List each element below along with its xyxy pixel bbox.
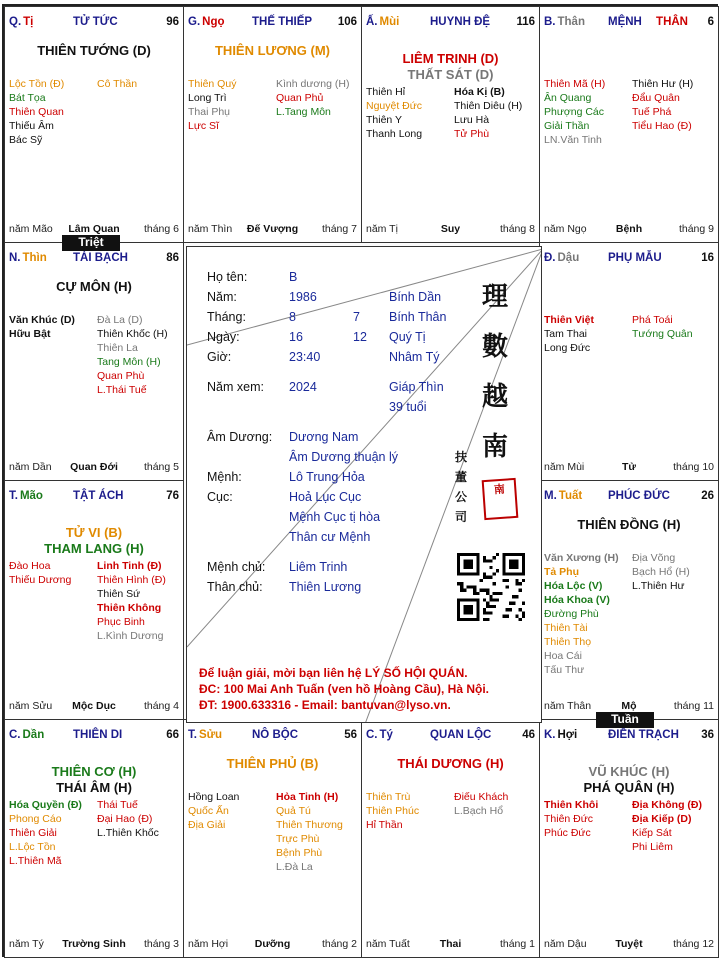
main-star: CỰ MÔN (H) <box>56 279 132 294</box>
can-chi: Nhâm Tý <box>389 350 440 364</box>
minor-stars-left <box>188 790 274 832</box>
palace-header <box>188 16 357 30</box>
minor-star: Thiên Hỉ <box>366 86 406 98</box>
minor-star: Thiên Sứ <box>97 588 141 600</box>
truong-sinh: Dưỡng <box>254 938 291 950</box>
main-star: THIÊN LƯƠNG (M) <box>214 43 331 58</box>
minor-star: Long Trì <box>188 92 227 104</box>
minor-star: Hoa Cái <box>544 650 582 662</box>
palace-header <box>9 16 179 30</box>
palace-position: N. Thìn <box>9 252 47 264</box>
center-info-panel <box>186 246 542 723</box>
qr-code[interactable] <box>457 553 525 621</box>
minor-star: Đào Hoa <box>9 560 51 572</box>
minor-star: Tấu Thư <box>544 664 585 676</box>
dai-han-number: 96 <box>166 16 179 28</box>
info-label: Năm: <box>207 290 237 304</box>
main-star: TỬ VI (B) <box>65 525 123 540</box>
minor-star: Thiếu Âm <box>9 120 54 132</box>
palace-name: MỆNH <box>608 16 642 28</box>
nguyet-han-month: tháng 2 <box>321 938 357 950</box>
minor-stars-right <box>97 559 183 643</box>
palace-footer <box>544 938 714 951</box>
palace-t-mao[interactable] <box>4 480 184 720</box>
contact-line: Để luận giải, mời bạn liên hệ LÝ SỐ HỘI QUÁN. <box>199 666 468 680</box>
minor-stars-left <box>366 85 452 141</box>
side-char: 司 <box>455 510 468 524</box>
minor-star: Cô Thần <box>97 78 138 90</box>
palace-footer <box>544 461 714 474</box>
minor-stars-left <box>9 77 95 147</box>
palace-t-suu[interactable] <box>183 719 362 958</box>
minor-stars-left <box>544 77 630 147</box>
palace-a-mui[interactable] <box>361 6 540 243</box>
main-stars <box>362 51 539 83</box>
minor-star: Thiên Giải <box>9 827 57 839</box>
nguyet-han-month: tháng 10 <box>673 461 714 473</box>
triet-tag: Triệt <box>62 235 120 251</box>
minor-star: Trực Phù <box>276 833 320 845</box>
minor-star: Thiên Diêu (H) <box>454 100 523 112</box>
truong-sinh: Tuyệt <box>615 938 643 950</box>
palace-position: M. Tuất <box>544 490 583 502</box>
main-stars <box>540 764 718 796</box>
can-chi: Giáp Thìn <box>389 380 444 394</box>
minor-star: Kình dương (H) <box>276 78 350 90</box>
palace-header <box>188 729 357 743</box>
main-star: THÁI ÂM (H) <box>56 780 132 795</box>
palace-position: C. Dần <box>9 729 45 741</box>
tuan-tag: Tuần <box>596 712 654 728</box>
main-star: THIÊN TƯỚNG (D) <box>37 43 151 58</box>
palace-footer <box>188 938 357 951</box>
palace-name: THIÊN DI <box>73 729 123 741</box>
minor-star: Địa Kiếp (D) <box>632 813 692 825</box>
than-marker: THÂN <box>656 16 688 28</box>
palace-position: G. Ngọ <box>188 16 225 28</box>
minor-star: Nguyệt Đức <box>366 100 423 112</box>
palace-header <box>366 16 535 30</box>
minor-star: Thiên Trù <box>366 791 411 803</box>
minor-star: Hóa Quyền (Đ) <box>9 799 82 811</box>
minor-star: Thiên Hư (H) <box>632 78 694 90</box>
main-stars <box>362 756 539 772</box>
info-value: Hoả Lục Cục <box>289 490 362 504</box>
minor-star: Linh Tinh (Đ) <box>97 560 162 572</box>
tieu-han-year: năm Hợi <box>188 938 229 950</box>
palace-q-ti[interactable] <box>4 6 184 243</box>
nguyet-han-month: tháng 8 <box>499 223 535 235</box>
lunar-value: 7 <box>353 310 360 324</box>
minor-star: Bạch Hổ (H) <box>632 566 690 578</box>
truong-sinh: Thai <box>439 938 462 950</box>
minor-star: Giải Thần <box>544 120 590 132</box>
palace-name: ĐIỀN TRẠCH <box>608 729 679 741</box>
truong-sinh: Lâm Quan <box>68 223 120 235</box>
minor-star: Tử Phù <box>454 128 490 140</box>
minor-star: Điếu Khách <box>454 791 509 803</box>
lunar-value: 12 <box>353 330 367 344</box>
contact-info <box>199 665 489 713</box>
minor-star: Phá Toái <box>632 314 673 326</box>
tieu-han-year: năm Dần <box>9 461 52 473</box>
info-value: Lô Trung Hỏa <box>289 470 365 484</box>
minor-stars-right <box>97 77 183 91</box>
info-label: Tháng: <box>207 310 246 324</box>
minor-star: L.Kình Dương <box>97 630 164 642</box>
palace-header <box>9 252 179 266</box>
minor-star: Phong Cáo <box>9 813 62 825</box>
info-value: Dương Nam <box>289 430 359 444</box>
minor-star: Tang Môn (H) <box>97 356 161 368</box>
minor-star: Phi Liêm <box>632 841 673 853</box>
minor-star: Thiên Hình (Đ) <box>97 574 166 586</box>
palace-header <box>544 252 714 266</box>
minor-star: Thiên Việt <box>544 314 594 326</box>
red-seal: 南 <box>482 478 519 520</box>
minor-star: Đại Hao (Đ) <box>97 813 153 825</box>
main-star: THIÊN CƠ (H) <box>51 764 137 779</box>
info-label: Năm xem: <box>207 380 264 394</box>
info-label: Thân chủ: <box>207 580 263 594</box>
palace-footer <box>9 938 179 951</box>
tieu-han-year: năm Thìn <box>188 223 233 235</box>
can-chi: Bính Dần <box>389 290 442 304</box>
minor-star: L.Thiên Hư <box>632 580 685 592</box>
minor-star: Thiên La <box>97 342 138 354</box>
palace-position: T. Mão <box>9 490 43 502</box>
minor-star: Phúc Đức <box>544 827 591 839</box>
palace-footer <box>9 700 179 713</box>
minor-stars-left <box>544 798 630 840</box>
main-star: THAM LANG (H) <box>44 541 144 556</box>
palace-header <box>9 729 179 743</box>
minor-star: L.Thái Tuế <box>97 384 147 396</box>
palace-name: TỬ TỨC <box>73 16 118 28</box>
minor-stars-right <box>632 313 718 341</box>
minor-star: Đà La (D) <box>97 314 143 326</box>
palace-m-tuat[interactable] <box>539 480 719 720</box>
palace-b-than[interactable] <box>539 6 719 243</box>
palace-name: TẬT ÁCH <box>73 490 124 502</box>
main-stars <box>540 517 718 533</box>
info-value: Liêm Trinh <box>289 560 348 574</box>
minor-star: Hồng Loan <box>188 791 240 803</box>
minor-star: Thiên Quan <box>9 106 64 118</box>
minor-stars-right <box>97 798 183 840</box>
main-stars <box>184 43 361 59</box>
truong-sinh: Đế Vượng <box>246 223 299 235</box>
age: 39 tuổi <box>389 400 427 414</box>
minor-star: Tuế Phá <box>632 106 672 118</box>
minor-stars-left <box>9 313 95 341</box>
info-label: Mệnh: <box>207 470 242 484</box>
palace-n-thin[interactable] <box>4 242 184 481</box>
dai-han-number: 46 <box>522 729 535 741</box>
minor-star: Hóa Kị (B) <box>454 86 505 98</box>
minor-star: Địa Không (Đ) <box>632 799 702 811</box>
dai-han-number: 16 <box>701 252 714 264</box>
minor-star: Lực Sĩ <box>188 120 219 132</box>
tieu-han-year: năm Tị <box>366 223 398 235</box>
palace-footer <box>188 223 357 236</box>
minor-stars-right <box>632 798 718 854</box>
minor-stars-left <box>544 551 630 677</box>
info-value: 16 <box>289 330 303 344</box>
palace-position: B. Thân <box>544 16 585 28</box>
nguyet-han-month: tháng 3 <box>143 938 179 950</box>
dai-han-number: 56 <box>344 729 357 741</box>
minor-star: Thiên Quý <box>188 78 237 90</box>
main-star: THẤT SÁT (D) <box>407 67 494 82</box>
minor-star: L.Thiên Khốc <box>97 827 159 839</box>
minor-star: Thiên Thọ <box>544 636 592 648</box>
minor-star: Quả Tú <box>276 805 311 817</box>
nguyet-han-month: tháng 7 <box>321 223 357 235</box>
minor-star: Thiên Không <box>97 602 162 614</box>
minor-star: L.Tang Môn <box>276 106 331 118</box>
palace-name: NÔ BỘC <box>252 729 298 741</box>
minor-star: Thiên Khôi <box>544 799 599 811</box>
calligraphy-char: 南 <box>481 432 508 462</box>
tieu-han-year: năm Ngọ <box>544 223 587 235</box>
truong-sinh: Suy <box>440 223 461 235</box>
info-label: Giờ: <box>207 350 232 364</box>
palace-name: TÀI BẠCH <box>73 252 128 264</box>
nguyet-han-month: tháng 9 <box>678 223 714 235</box>
palace-header <box>544 729 714 743</box>
main-star: LIÊM TRINH (D) <box>402 51 499 66</box>
minor-star: Phượng Các <box>544 106 605 118</box>
contact-line: ĐT: 1900.633316 - Email: bantuvan@lyso.vn. <box>199 698 451 712</box>
minor-star: Hữu Bật <box>9 328 51 340</box>
main-stars <box>5 525 183 557</box>
palace-footer <box>9 461 179 474</box>
minor-star: Quan Phủ <box>276 92 324 104</box>
minor-star: Tả Phụ <box>544 566 580 578</box>
minor-star: Phục Binh <box>97 616 145 628</box>
info-label: Cục: <box>207 490 233 504</box>
nguyet-han-month: tháng 5 <box>143 461 179 473</box>
dai-han-number: 66 <box>166 729 179 741</box>
info-label: Âm Dương: <box>207 430 273 444</box>
minor-star: Thiên Đức <box>544 813 594 825</box>
palace-name: THẾ THIẾP <box>252 16 313 28</box>
side-char: 公 <box>455 490 468 504</box>
minor-star: Hóa Khoa (V) <box>544 594 610 606</box>
minor-star: Hỉ Thần <box>366 819 403 831</box>
main-stars <box>5 279 183 295</box>
minor-star: Kiếp Sát <box>632 827 672 839</box>
minor-star: Địa Võng <box>632 552 676 564</box>
dai-han-number: 76 <box>166 490 179 502</box>
nguyet-han-month: tháng 6 <box>143 223 179 235</box>
minor-star: Hóa Lộc (V) <box>544 580 603 592</box>
dai-han-number: 6 <box>707 16 714 28</box>
main-star: VŨ KHÚC (H) <box>588 764 670 779</box>
dai-han-number: 116 <box>516 16 535 28</box>
minor-star: Lộc Tồn (Đ) <box>9 78 65 90</box>
palace-footer <box>366 223 535 236</box>
minor-star: L.Lộc Tồn <box>9 841 56 853</box>
palace-d-dau[interactable] <box>539 242 719 481</box>
minor-star: Thái Tuế <box>97 799 138 811</box>
truong-sinh: Quan Đới <box>70 461 118 473</box>
calligraphy-char: 理 <box>481 282 508 312</box>
info-value: 23:40 <box>289 350 321 364</box>
minor-star: Thiên Mã (H) <box>544 78 606 90</box>
palace-position: Ấ. Mùi <box>366 16 400 28</box>
palace-header <box>544 16 714 30</box>
nguyet-han-month: tháng 1 <box>499 938 535 950</box>
minor-star: L.Đà La <box>276 861 313 873</box>
minor-star: Thiếu Dương <box>9 574 72 586</box>
main-star: THIÊN PHỦ (B) <box>226 756 319 771</box>
minor-star: Thiên Thương <box>276 819 343 831</box>
tieu-han-year: năm Tuất <box>366 938 410 950</box>
minor-stars-right <box>97 313 183 397</box>
tieu-han-year: năm Tý <box>9 938 44 950</box>
minor-stars-right <box>632 77 718 133</box>
nguyet-han-month: tháng 11 <box>673 700 714 712</box>
minor-star: L.Thiên Mã <box>9 855 62 867</box>
info-value: Âm Dương thuận lý <box>289 450 398 464</box>
truong-sinh: Trường Sinh <box>62 938 126 950</box>
info-value: 8 <box>289 310 296 324</box>
palace-name: PHỤ MẪU <box>608 252 662 264</box>
palace-footer <box>544 223 714 236</box>
main-stars <box>5 43 183 59</box>
info-label: Họ tên: <box>207 270 248 284</box>
info-value: B <box>289 270 298 284</box>
minor-star: Bác Sỹ <box>9 134 43 146</box>
minor-star: L.Bạch Hổ <box>454 805 504 817</box>
main-stars <box>184 756 361 772</box>
minor-stars-right <box>454 85 540 141</box>
main-star: PHÁ QUÂN (H) <box>583 780 675 795</box>
main-star: THIÊN ĐỒNG (H) <box>577 517 681 532</box>
can-chi: Quý Tị <box>389 330 426 344</box>
nguyet-han-month: tháng 4 <box>143 700 179 712</box>
contact-line: ĐC: 100 Mai Anh Tuấn (ven hồ Hoàng Cầu), Hà Nội. <box>199 682 490 696</box>
minor-star: Quan Phù <box>97 370 145 382</box>
palace-name: QUAN LỘC <box>430 729 492 741</box>
minor-star: Tam Thai <box>544 328 587 340</box>
minor-star: Thiên Khốc (H) <box>97 328 168 340</box>
truong-sinh: Bệnh <box>615 223 643 235</box>
tieu-han-year: năm Dậu <box>544 938 587 950</box>
minor-star: Lưu Hà <box>454 114 490 126</box>
minor-stars-left <box>9 798 95 868</box>
tieu-han-year: năm Thân <box>544 700 592 712</box>
palace-position: Q. Tị <box>9 16 34 28</box>
can-chi: Bính Thân <box>389 310 447 324</box>
minor-star: Thiên Tài <box>544 622 588 634</box>
dai-han-number: 36 <box>701 729 714 741</box>
minor-stars-right <box>276 790 362 874</box>
minor-star: Hỏa Tinh (H) <box>276 791 339 803</box>
minor-star: Tiểu Hao (Đ) <box>632 120 692 132</box>
palace-g-ngo[interactable] <box>183 6 362 243</box>
palace-c-ty[interactable] <box>361 719 540 958</box>
minor-star: Long Đức <box>544 342 591 354</box>
palace-footer <box>366 938 535 951</box>
minor-star: Văn Xương (H) <box>544 552 619 564</box>
minor-star: LN.Văn Tinh <box>544 134 602 146</box>
palace-position: T. Sửu <box>188 729 222 741</box>
dai-han-number: 26 <box>701 490 714 502</box>
minor-star: Thiên Y <box>366 114 402 126</box>
minor-star: Bệnh Phù <box>276 847 323 859</box>
info-label: Mệnh chủ: <box>207 560 266 574</box>
minor-star: Thiên Phúc <box>366 805 420 817</box>
palace-name: HUYNH ĐỆ <box>430 16 491 28</box>
minor-star: Thanh Long <box>366 128 423 140</box>
truong-sinh: Tử <box>621 461 637 473</box>
palace-k-hoi[interactable] <box>539 719 719 958</box>
palace-name: PHÚC ĐỨC <box>608 490 670 502</box>
minor-stars-left <box>9 559 95 587</box>
minor-star: Ân Quang <box>544 92 592 104</box>
tieu-han-year: năm Mùi <box>544 461 585 473</box>
minor-stars-right <box>454 790 540 818</box>
truong-sinh: Mộ <box>621 700 637 712</box>
minor-star: Đẩu Quân <box>632 92 680 104</box>
minor-star: Văn Khúc (D) <box>9 314 75 326</box>
minor-star: Thai Phụ <box>188 106 231 118</box>
palace-position: K. Hợi <box>544 729 578 741</box>
info-value: Thiên Lương <box>289 580 362 594</box>
tu-vi-chart <box>2 4 718 957</box>
palace-header <box>9 490 179 504</box>
minor-stars-right <box>276 77 362 119</box>
dai-han-number: 86 <box>166 252 179 264</box>
tieu-han-year: năm Mão <box>9 223 53 235</box>
minor-star: Quốc Ấn <box>188 805 229 817</box>
calligraphy-char: 越 <box>481 382 508 412</box>
info-value: 2024 <box>289 380 317 394</box>
main-star: THÁI DƯƠNG (H) <box>397 756 504 771</box>
info-value: 1986 <box>289 290 317 304</box>
minor-star: Tướng Quân <box>632 328 693 340</box>
minor-star: Đường Phù <box>544 608 599 620</box>
palace-position: C. Tý <box>366 729 393 741</box>
side-char: 董 <box>455 470 468 484</box>
minor-stars-right <box>632 551 718 593</box>
tieu-han-year: năm Sửu <box>9 700 53 712</box>
side-char: 扶 <box>455 450 468 464</box>
palace-position: Đ. Dậu <box>544 252 580 264</box>
nguyet-han-month: tháng 12 <box>673 938 714 950</box>
minor-stars-left <box>544 313 630 355</box>
info-value: Thân cư Mệnh <box>289 530 371 544</box>
main-stars <box>5 764 183 796</box>
info-value: Mệnh Cục tị hòa <box>289 510 381 524</box>
palace-c-dan[interactable] <box>4 719 184 958</box>
dai-han-number: 106 <box>337 16 357 28</box>
info-label: Ngày: <box>207 330 240 344</box>
minor-stars-left <box>188 77 274 133</box>
minor-stars-left <box>366 790 452 832</box>
calligraphy-char: 數 <box>481 332 508 362</box>
truong-sinh: Mộc Dục <box>72 700 116 712</box>
palace-header <box>366 729 535 743</box>
minor-star: Địa Giải <box>188 819 226 831</box>
palace-header <box>544 490 714 504</box>
minor-star: Bát Tọa <box>9 92 46 104</box>
